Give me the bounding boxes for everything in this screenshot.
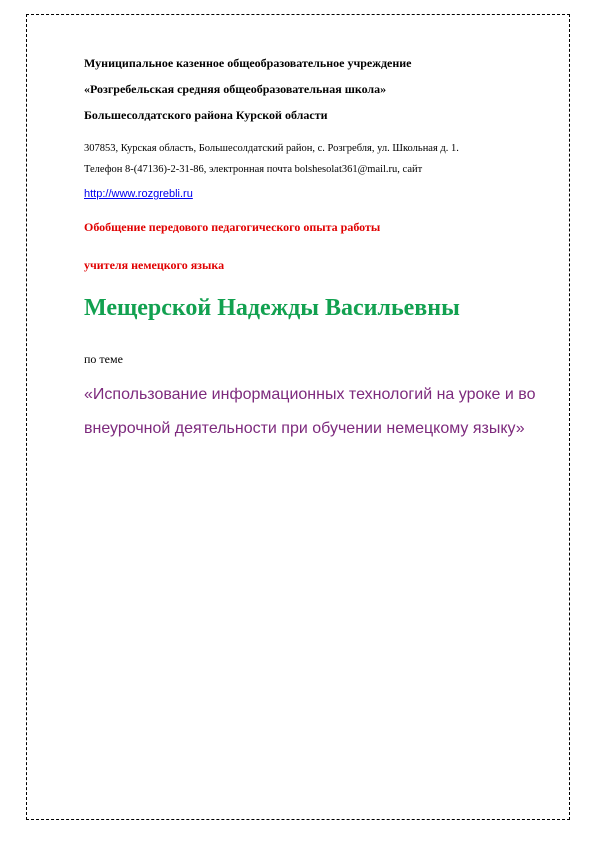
address-line: 307853, Курская область, Большесолдатский район, с. Розгребля, ул. Школьная д. 1. (84, 143, 459, 154)
org-name-line-2: «Розгребельская средняя общеобразовательная школа» (84, 82, 387, 96)
document-content (84, 56, 554, 446)
teacher-name: Мещерской Надежды Васильевны (84, 295, 460, 321)
work-title-line-1: Обобщение передового педагогического опыта работы (84, 220, 381, 234)
org-name-line-1: Муниципальное казенное общеобразовательное учреждение (84, 56, 412, 70)
topic-label: по теме (84, 352, 123, 366)
topic-text: «Использование информационных технологий на уроке и во внеурочной деятельности при обучении немецкому языку» (84, 386, 536, 437)
website-link[interactable]: http://www.rozgrebli.ru (84, 188, 193, 200)
phone-email-line: Телефон 8-(47136)-2-31-86, электронная почта bolshesolat361@mail.ru, сайт (84, 164, 423, 175)
org-name-line-3: Большесолдатского района Курской области (84, 108, 328, 122)
work-title-line-2: учителя немецкого языка (84, 258, 225, 272)
